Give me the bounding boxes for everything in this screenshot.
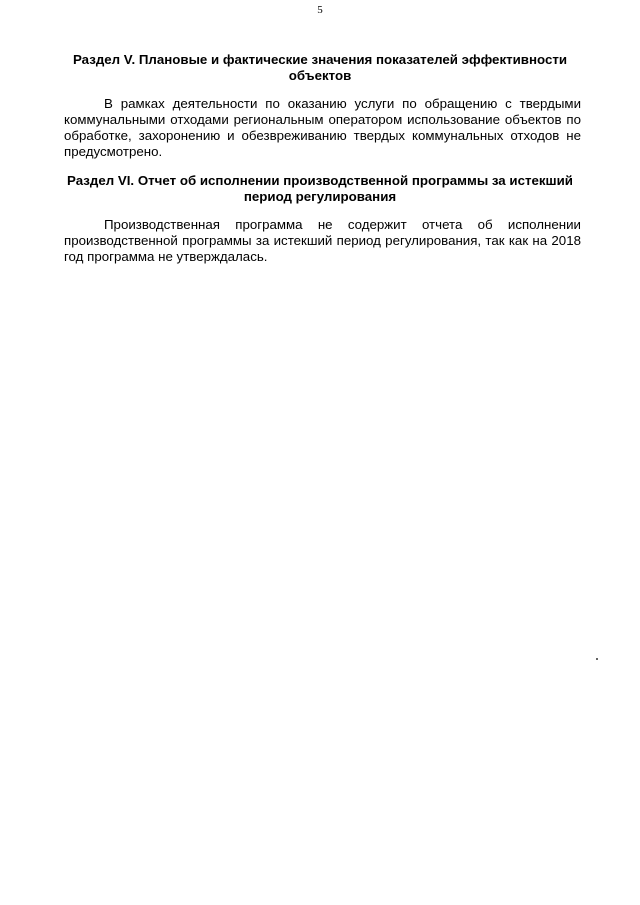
section-v-paragraph: В рамках деятельности по оказанию услуги по обращению с твердыми коммунальными отходами региональным оператором использование объектов по обработке, захоронению и обезвреживанию твердых коммунальных отходов не предусмотрено. — [64, 96, 581, 159]
section-vi-paragraph: Производственная программа не содержит отчета об исполнении производственной программы за истекший период регулирования, так как на 2018 год программа не утверждалась. — [64, 217, 581, 264]
page-number: 5 — [317, 4, 323, 16]
section-vi-title: Раздел VI. Отчет об исполнении производственной программы за истекший период регулирования — [67, 173, 573, 204]
section-v-title: Раздел V. Плановые и фактические значения показателей эффективности объектов — [72, 52, 568, 83]
stray-mark — [596, 658, 598, 660]
